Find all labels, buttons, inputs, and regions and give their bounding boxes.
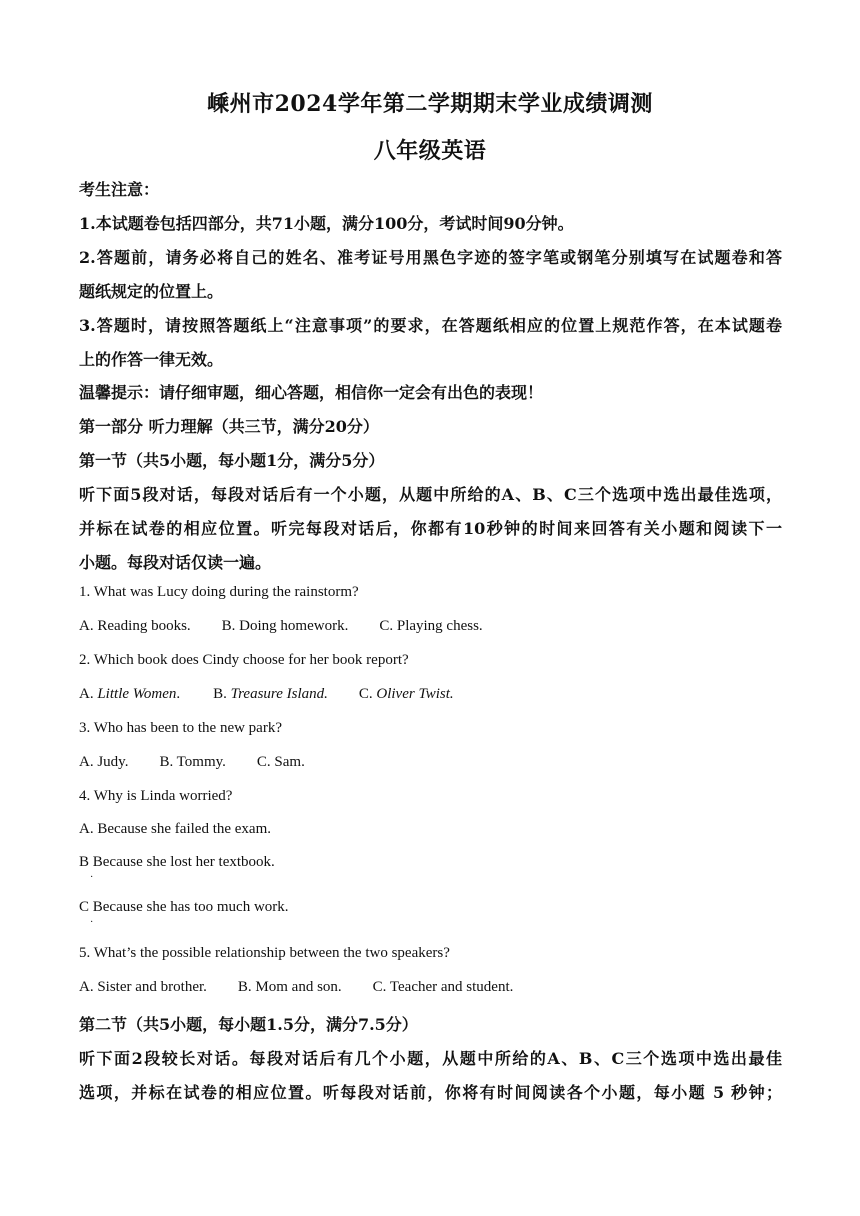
dot-mark: ·: [90, 917, 94, 928]
section1-instructions-line-1: 听下面5段对话，每段对话后有一个小题，从题中所给的A、B、C三个选项中选出最佳选项，: [79, 485, 782, 504]
question-4-option-b: B Because she lost her textbook.: [79, 854, 275, 870]
option-b: B. Tommy.: [159, 754, 226, 770]
notice-item-3-line-2: 上的作答一律无效。: [79, 350, 224, 369]
exam-title: 嵊州市2024学年第二学期期末学业成绩调测: [207, 91, 653, 117]
notice-heading: 考生注意：: [79, 180, 160, 199]
question-2-options: [79, 686, 454, 703]
notice-item-2-line-1: 2.答题前，请务必将自己的姓名、准考证号用黑色字迹的签字笔或钢笔分别填写在试题卷和答: [79, 248, 782, 267]
question-3-options: [79, 754, 305, 771]
question-5: 5. What’s the possible relationship between the two speakers?: [79, 945, 450, 961]
book-title: Treasure Island.: [230, 686, 328, 702]
option-c: C. Playing chess.: [379, 618, 483, 634]
book-title: Little Women: [97, 686, 177, 702]
option-a: A. Reading books.: [79, 618, 191, 634]
exam-subtitle: 八年级英语: [373, 138, 487, 164]
option-a: A. Sister and brother.: [79, 979, 207, 995]
option-b: B. Mom and son.: [237, 979, 342, 995]
section2-instructions-line-2: 选项，并标在试卷的相应位置。听每段对话前，你将有时间阅读各个小题，每小题 5 秒钟；: [79, 1083, 782, 1102]
question-4-option-c: C Because she has too much work.: [79, 899, 289, 915]
question-5-options: [79, 979, 513, 996]
option-b: B. Doing homework.: [221, 618, 349, 634]
option-c: C. Sam.: [256, 754, 305, 770]
question-3: 3. Who has been to the new park?: [79, 720, 282, 736]
question-4-option-a: A. Because she failed the exam.: [79, 821, 272, 837]
notice-item-1: 1.本试题卷包括四部分，共71小题，满分100分，考试时间90分钟。: [79, 214, 574, 233]
section1-title: 第一节（共5小题，每小题1分，满分5分）: [79, 451, 385, 470]
section2-title: 第二节（共5小题，每小题1.5分，满分7.5分）: [79, 1015, 418, 1034]
section2-instructions-line-1: 听下面2段较长对话。每段对话后有几个小题，从题中所给的A、B、C三个选项中选出最佳: [79, 1049, 782, 1068]
part1-title: 第一部分 听力理解（共三节，满分20分）: [79, 417, 379, 436]
option-b: B. Treasure Island.: [213, 686, 328, 702]
section1-instructions-line-3: 小题。每段对话仅读一遍。: [79, 553, 272, 572]
dot-mark: ·: [90, 872, 94, 883]
notice-item-2-line-2: 题纸规定的位置上。: [79, 282, 224, 301]
notice-tip: 温馨提示：请仔细审题，细心答题，相信你一定会有出色的表现！: [79, 383, 544, 402]
option-c: C. Oliver Twist.: [358, 686, 454, 702]
book-title: Oliver Twist.: [376, 686, 454, 702]
option-a: A. Judy.: [79, 754, 129, 770]
section1-instructions-line-2: 并标在试卷的相应位置。听完每段对话后，你都有10秒钟的时间来回答有关小题和阅读下一: [79, 519, 782, 538]
question-1: 1. What was Lucy doing during the rainstorm?: [79, 584, 359, 600]
question-4: 4. Why is Linda worried?: [79, 788, 233, 804]
option-a: A. Little Women.: [79, 686, 181, 702]
question-2: 2. Which book does Cindy choose for her book report?: [79, 652, 409, 668]
notice-item-3-line-1: 3.答题时，请按照答题纸上“注意事项”的要求，在答题纸相应的位置上规范作答，在本试题卷: [79, 316, 782, 335]
question-1-options: [79, 618, 483, 635]
option-c: C. Teacher and student.: [372, 979, 514, 995]
